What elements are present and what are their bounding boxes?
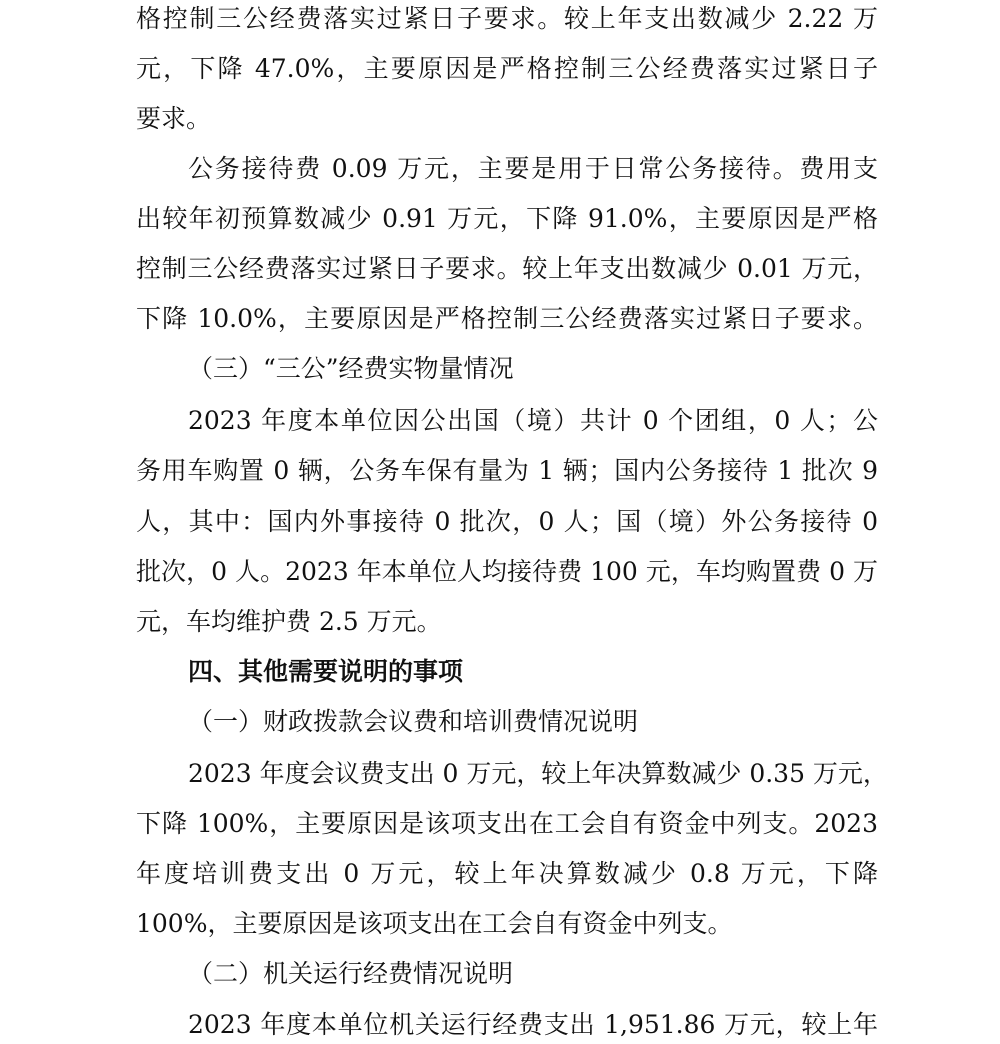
paragraph-line: 控制三公经费落实过紧日子要求。较上年支出数减少 0.01 万元， bbox=[136, 254, 878, 283]
paragraph-line: 要求。 bbox=[136, 104, 212, 133]
paragraph-line: 批次，0 人。2023 年本单位人均接待费 100 元，车均购置费 0 万 bbox=[136, 557, 878, 586]
paragraph-line: 格控制三公经费落实过紧日子要求。较上年支出数减少 2.22 万 bbox=[136, 4, 878, 33]
paragraph-line: 下降 100%，主要原因是该项支出在工会自有资金中列支。2023 bbox=[136, 809, 878, 838]
paragraph-line: 元，车均维护费 2.5 万元。 bbox=[136, 607, 442, 636]
paragraph-line: 100%，主要原因是该项支出在工会自有资金中列支。 bbox=[136, 909, 733, 938]
paragraph-line: 元，下降 47.0%，主要原因是严格控制三公经费落实过紧日子 bbox=[136, 54, 878, 83]
section-heading: 四、其他需要说明的事项 bbox=[188, 657, 464, 686]
paragraph-line: 2023 年度本单位因公出国（境）共计 0 个团组，0 人；公 bbox=[188, 406, 878, 435]
paragraph-line: 2023 年度会议费支出 0 万元，较上年决算数减少 0.35 万元， bbox=[188, 759, 888, 788]
subsection-heading: （二）机关运行经费情况说明 bbox=[188, 959, 514, 988]
subsection-heading: （一）财政拨款会议费和培训费情况说明 bbox=[188, 707, 639, 736]
paragraph-line: 人，其中：国内外事接待 0 批次，0 人；国（境）外公务接待 0 bbox=[136, 507, 878, 536]
paragraph-line: 公务接待费 0.09 万元，主要是用于日常公务接待。费用支 bbox=[188, 154, 878, 183]
paragraph-line: 务用车购置 0 辆，公务车保有量为 1 辆；国内公务接待 1 批次 9 bbox=[136, 456, 878, 485]
paragraph-line: 出较年初预算数减少 0.91 万元，下降 91.0%，主要原因是严格 bbox=[136, 204, 878, 233]
paragraph-line: 2023 年度本单位机关运行经费支出 1,951.86 万元，较上年 bbox=[188, 1010, 878, 1039]
subsection-heading: （三）“三公”经费实物量情况 bbox=[188, 354, 514, 383]
paragraph-line: 下降 10.0%，主要原因是严格控制三公经费落实过紧日子要求。 bbox=[136, 304, 878, 333]
paragraph-line: 年度培训费支出 0 万元，较上年决算数减少 0.8 万元，下降 bbox=[136, 859, 878, 888]
